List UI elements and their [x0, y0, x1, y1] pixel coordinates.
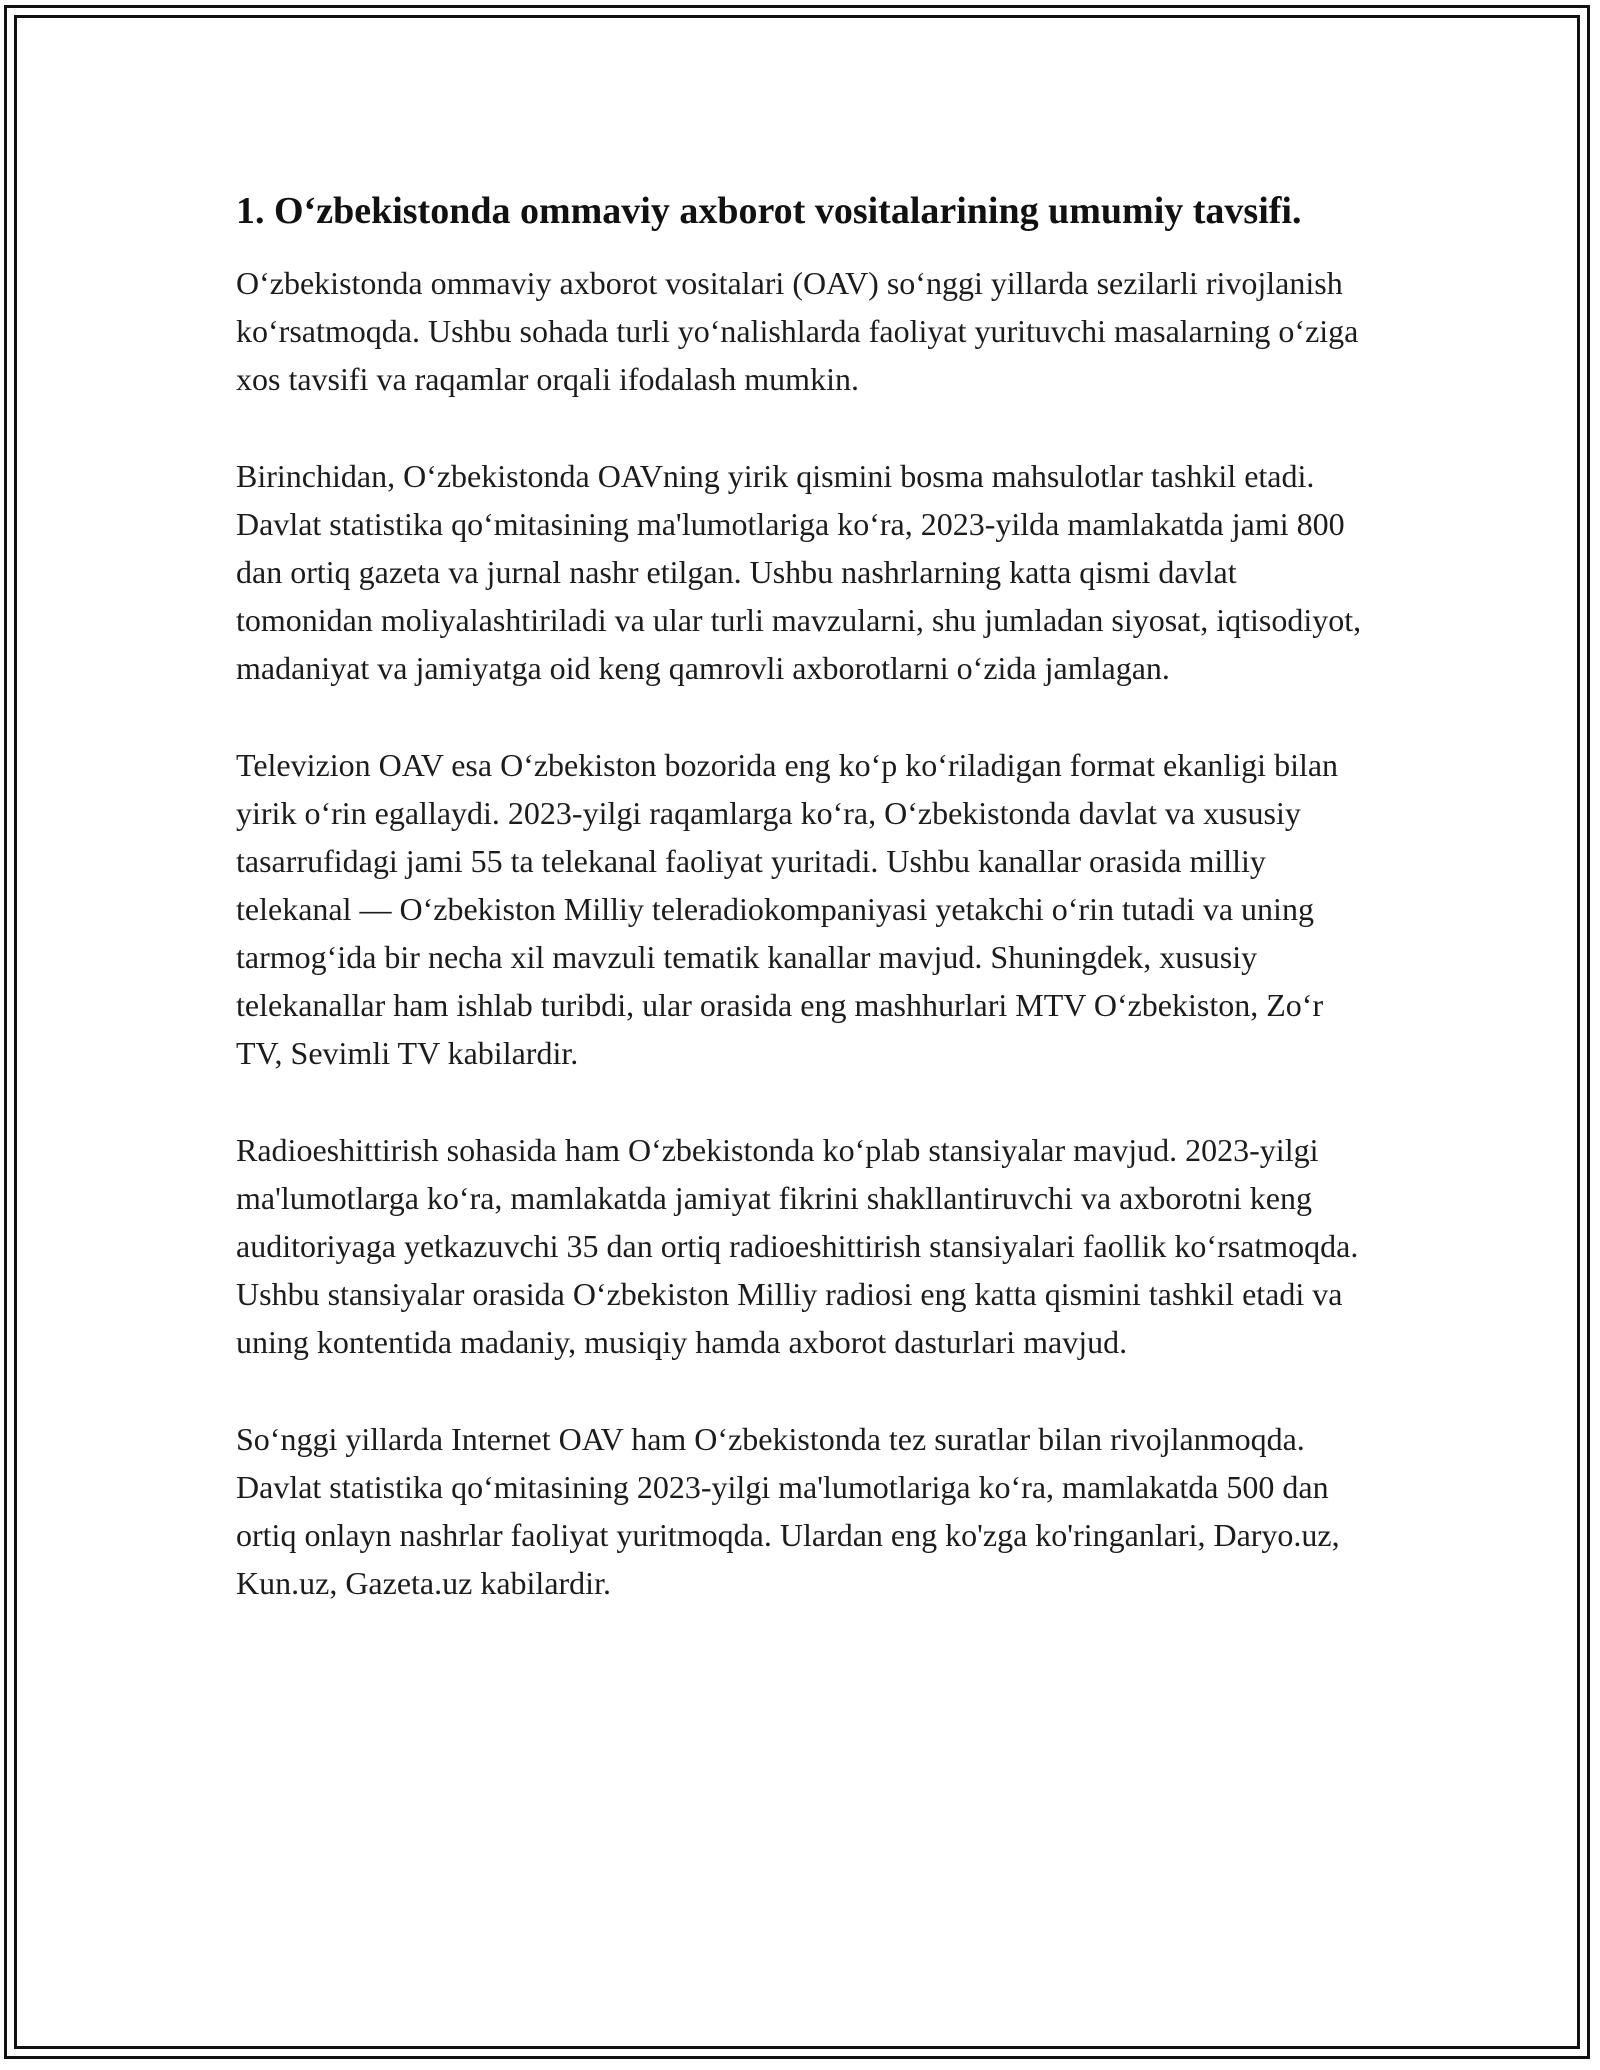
paragraph-intro: O‘zbekistonda ommaviy axborot vositalari (OAV) so‘nggi yillarda sezilarli rivojlanish ko‘rsatmoqda. Ushbu sohada turli yo‘nalishlarda faoliyat yurituvchi masalarning o‘ziga xos tavsifi va raqamlar orqali ifodalash mumkin. — [236, 265, 1359, 397]
paragraph-television: Televizion OAV esa O‘zbekiston bozorida eng ko‘p ko‘riladigan format ekanligi bilan yirik o‘rin egallaydi. 2023-yilgi raqamlarga ko‘ra, O‘zbekistonda davlat va xususiy tasarrufidagi jami 55 ta telekanal faoliyat yuritadi. Ushbu kanallar orasida milliy telekanal — O‘zbekiston Milliy teleradiokompaniyasi yetakchi o‘rin tutadi va uning tarmog‘ida bir necha xil mavzuli tematik kanallar mavjud. Shuningdek, xususiy telekanallar ham ishlab turibdi, ular orasida eng mashhurlari MTV O‘zbekiston, Zo‘r TV, Sevimli TV kabilardir. — [236, 747, 1339, 1071]
document-body — [236, 186, 1376, 1607]
paragraph-radio: Radioeshittirish sohasida ham O‘zbekistonda ko‘plab stansiyalar mavjud. 2023-yilgi ma'lumotlarga ko‘ra, mamlakatda jamiyat fikrini shakllantiruvchi va axborotni keng auditoriyaga yetkazuvchi 35 dan ortiq radioeshittirish stansiyalari faollik ko‘rsatmoqda. Ushbu stansiyalar orasida O‘zbekiston Milliy radiosi eng katta qismini tashkil etadi va uning kontentida madaniy, musiqiy hamda axborot dasturlari mavjud. — [236, 1132, 1359, 1360]
paragraph-print-media: Birinchidan, O‘zbekistonda OAVning yirik qismini bosma mahsulotlar tashkil etadi. Davlat statistika qo‘mitasining ma'lumotlariga ko‘ra, 2023-yilda mamlakatda jami 800 dan ortiq gazeta va jurnal nashr etilgan. Ushbu nashrlarning katta qismi davlat tomonidan moliyalashtiriladi va ular turli mavzularni, shu jumladan siyosat, iqtisodiyot, madaniyat va jamiyatga oid keng qamrovli axborotlarni o‘zida jamlagan. — [236, 458, 1362, 686]
section-heading: 1. O‘zbekistonda ommaviy axborot vositalarining umumiy tavsifi. — [236, 190, 1302, 232]
paragraph-internet-media: So‘nggi yillarda Internet OAV ham O‘zbekistonda tez suratlar bilan rivojlanmoqda. Davlat statistika qo‘mitasining 2023-yilgi ma'lumotlariga ko‘ra, mamlakatda 500 dan ortiq onlayn nashrlar faoliyat yuritmoqda. Ulardan eng ko'zga ko'ringanlari, Daryo.uz, Kun.uz, Gazeta.uz kabilardir. — [236, 1421, 1340, 1601]
